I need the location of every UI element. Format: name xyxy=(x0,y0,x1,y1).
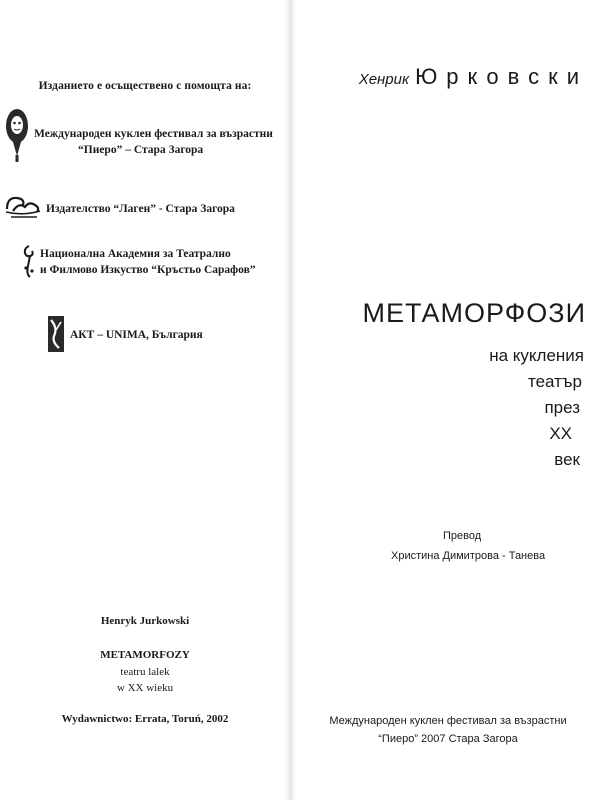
translation-label: Превод xyxy=(443,530,482,542)
publisher-line-1: Международен куклен фестивал за възрастни xyxy=(329,715,567,727)
sponsor-festival xyxy=(0,106,290,166)
sponsor-academy-line-1: Национална Академия за Театрално xyxy=(40,248,231,260)
sponsor-festival-line-2: “Пиеро” – Стара Загора xyxy=(78,144,204,156)
sponsor-lagen xyxy=(0,193,290,221)
original-subtitle-line-2: w XX wieku xyxy=(116,682,174,694)
festival-emblem-icon xyxy=(4,106,30,164)
book-subtitle xyxy=(489,343,584,473)
subtitle-line-1: на кукления xyxy=(489,346,584,365)
subtitle-line-3: през xyxy=(544,398,580,417)
author-last-name: Юрковски xyxy=(415,64,588,89)
subtitle-line-5: век xyxy=(554,450,580,469)
subtitle-line-4: XX xyxy=(549,424,572,443)
original-author: Henryk Jurkowski xyxy=(100,615,190,627)
right-page xyxy=(296,0,600,800)
author-name xyxy=(359,64,588,90)
publisher-line-2: “Пиеро” 2007 Стара Загора xyxy=(378,733,518,745)
sponsor-festival-line-1: Международен куклен фестивал за възрастни xyxy=(34,128,273,140)
sponsor-akt-unima-line-1: АКТ – UNIMA, България xyxy=(70,329,203,341)
translator-name: Христина Димитрова - Танева xyxy=(391,550,546,562)
lagen-publisher-logo-icon xyxy=(3,193,43,221)
sponsor-academy xyxy=(0,242,290,282)
left-page xyxy=(0,0,290,800)
original-title: METAMORFOZY xyxy=(100,649,190,661)
sponsor-academy-line-2: и Филмово Изкуство “Кръстьо Сарафов” xyxy=(40,264,256,276)
publisher-block xyxy=(296,712,600,748)
academy-logo-icon xyxy=(20,244,38,280)
book-title: МЕТАМОРФОЗИ xyxy=(362,298,586,328)
sponsor-akt-unima xyxy=(0,314,290,354)
author-first-name: Хенрик xyxy=(358,71,410,88)
akt-unima-logo-icon xyxy=(46,314,66,354)
sponsor-lagen-line-1: Издателство “Лаген” - Стара Загора xyxy=(46,203,235,215)
original-subtitle-line-1: teatru lalek xyxy=(120,666,170,678)
book-gutter xyxy=(284,0,296,800)
translator-block xyxy=(391,526,545,566)
subtitle-line-2: театър xyxy=(528,372,582,391)
original-publisher: Wydawnictwo: Errata, Toruń, 2002 xyxy=(61,713,229,725)
credits-heading: Изданието е осъществено с помощта на: xyxy=(38,80,252,92)
